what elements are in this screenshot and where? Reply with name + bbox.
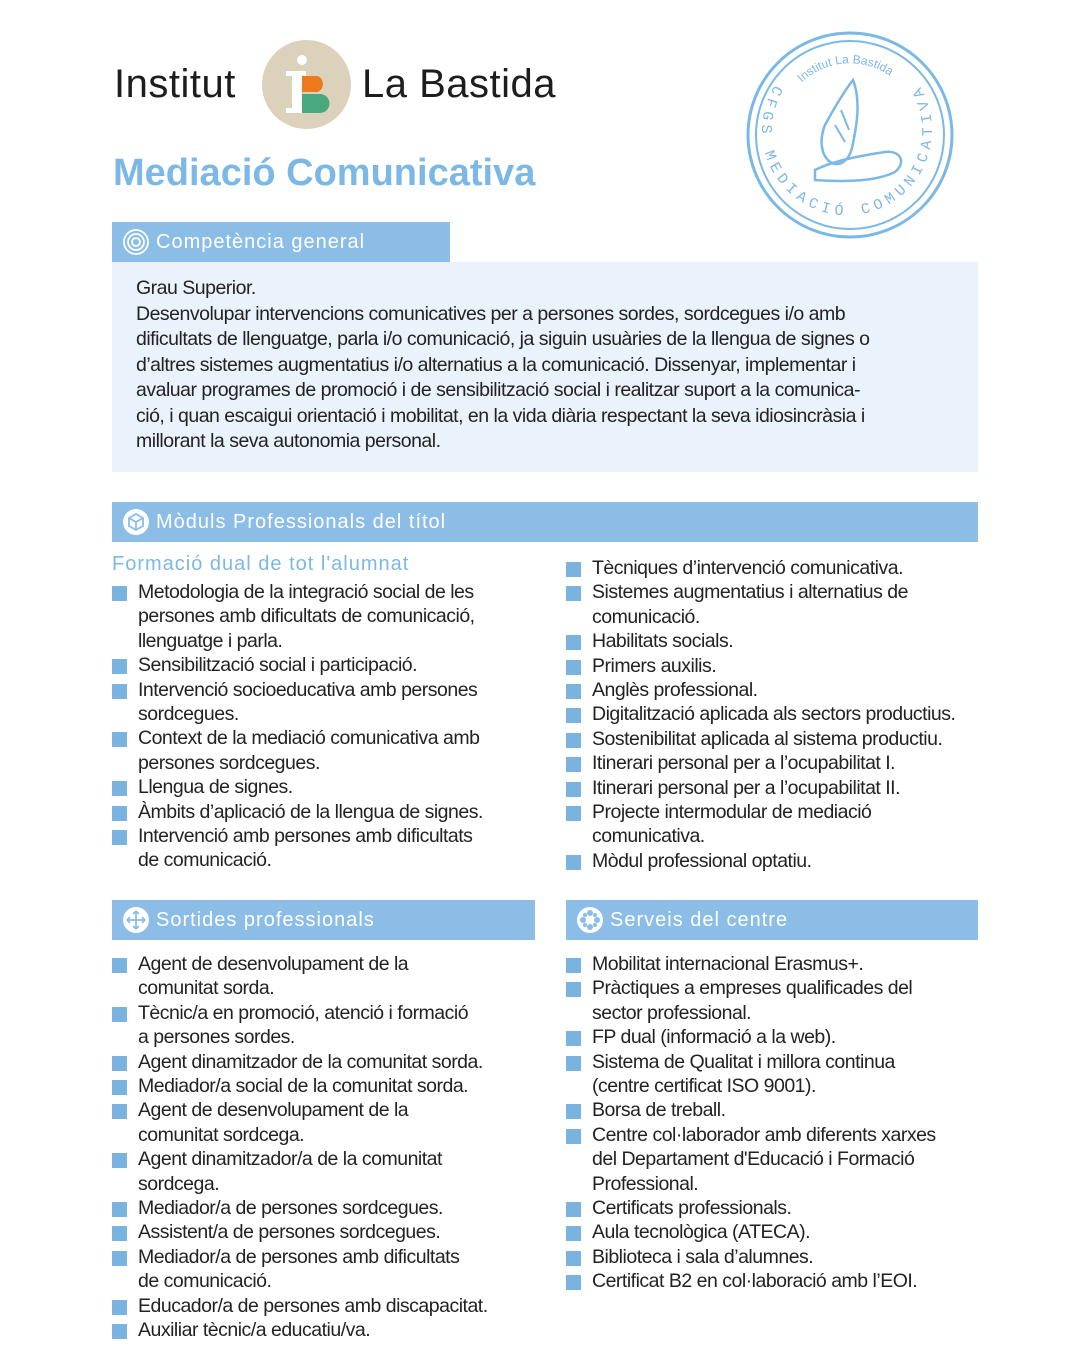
list-item	[566, 1025, 986, 1049]
bullet-square-icon	[112, 781, 127, 796]
bullet-square-icon	[566, 562, 581, 577]
list-item-text: Intervenció socioeducativa amb persones sordcegues.	[138, 678, 478, 726]
list-item-text: Àmbits d’aplicació de la llengua de signes.	[138, 800, 483, 823]
list-item-text: Metodologia de la integració social de les persones amb dificultats de comunicació, llenguatge i parla.	[138, 581, 475, 652]
target-icon	[122, 228, 150, 256]
list-item	[566, 1269, 986, 1293]
list-item	[566, 976, 986, 1025]
list-item-text: Itinerari personal per a l’ocupabilitat II.	[592, 776, 901, 799]
sortides-list	[112, 952, 542, 1343]
bullet-square-icon	[112, 1300, 127, 1315]
list-item	[112, 1245, 542, 1294]
bullet-square-icon	[566, 1202, 581, 1217]
list-item	[566, 678, 986, 702]
list-item-text: Sistemes augmentatius i alternatius de comunicació.	[592, 581, 908, 628]
moduls-heading-text: Mòduls Professionals del títol	[156, 510, 447, 533]
list-item	[566, 629, 986, 653]
list-item	[112, 653, 542, 677]
list-item-text: Sistema de Qualitat i millora continua (centre certificat ISO 9001).	[592, 1050, 895, 1098]
bullet-square-icon	[566, 1226, 581, 1241]
list-item	[566, 1196, 986, 1220]
bullet-square-icon	[112, 659, 127, 674]
bullet-square-icon	[112, 1080, 127, 1095]
list-item	[112, 1001, 542, 1050]
logo-text-labastida: La Bastida	[362, 62, 557, 106]
list-item	[566, 1245, 986, 1269]
page-title: Mediació Comunicativa	[113, 152, 536, 194]
bullet-square-icon	[566, 1129, 581, 1144]
cube-icon	[122, 508, 150, 536]
list-item-text: Agent dinamitzador/a de la comunitat sordcega.	[138, 1148, 442, 1195]
list-item	[112, 1050, 542, 1074]
list-item-text: Mòdul professional optatiu.	[592, 849, 812, 872]
list-item-text: Mediador/a de persones sordcegues.	[138, 1197, 443, 1220]
list-item-text: Sostenibilitat aplicada al sistema productiu.	[592, 727, 943, 750]
list-item-text: Digitalització aplicada als sectors productius.	[592, 703, 956, 726]
bullet-square-icon	[112, 1202, 127, 1217]
list-item-text: Educador/a de persones amb discapacitat.	[138, 1294, 488, 1317]
list-item-text: FP dual (informació a la web).	[592, 1026, 836, 1049]
list-item-text: Intervenció amb persones amb dificultats de comunicació.	[138, 825, 473, 872]
list-item-text: Centre col·laborador amb diferents xarxes del Departament d'Educació i Formació Professional.	[592, 1123, 936, 1195]
bullet-square-icon	[566, 982, 581, 997]
stamp-seal	[745, 30, 955, 240]
serveis-list	[566, 952, 986, 1294]
list-item-text: Primers auxilis.	[592, 654, 717, 677]
list-item	[112, 1220, 542, 1244]
list-item-text: Certificat B2 en col·laboració amb l’EOI.	[592, 1270, 918, 1293]
list-item-text: Agent dinamitzador de la comunitat sorda.	[138, 1050, 483, 1073]
competencia-heading	[112, 222, 450, 262]
bullet-square-icon	[566, 586, 581, 601]
list-item	[566, 751, 986, 775]
list-item	[112, 1196, 542, 1220]
list-item	[112, 1098, 542, 1147]
bullet-square-icon	[566, 806, 581, 821]
competencia-heading-text: Competència general	[156, 230, 366, 253]
serveis-heading-text: Serveis del centre	[610, 908, 789, 931]
list-item-text: Aula tecnològica (ATECA).	[592, 1221, 810, 1244]
list-item	[566, 800, 986, 849]
bullet-square-icon	[566, 684, 581, 699]
list-item-text: Mediador/a de persones amb dificultats de comunicació.	[138, 1245, 460, 1293]
school-logo	[262, 40, 351, 129]
competencia-text: Grau Superior. Desenvolupar intervencions comunicatives per a persones sordes, sordcegues i/o amb dificultats de llenguatge, parla i/o comunicació, ja siguin usuàries de la llengua de signes o d’altres sistemes augmentatius i/o alternatius a la comunicació. Dissenyar, implementar i avaluar programes de promoció i de sensibilització social i realitzar suport a la comunica- ció, i quan escaigui orientació i mobilitat, en la vida diària respectant la seva idiosincràsia i millorant la seva autonomia personal.	[136, 277, 870, 452]
list-item-text: Itinerari personal per a l’ocupabilitat I.	[592, 752, 896, 775]
list-item-text: Auxiliar tècnic/a educatiu/va.	[138, 1319, 371, 1342]
list-item-text: Agent de desenvolupament de la comunitat sorda.	[138, 953, 409, 1000]
list-item-text: Pràctiques a empreses qualificades del sector professional.	[592, 977, 913, 1024]
bullet-square-icon	[566, 1275, 581, 1290]
bullet-square-icon	[112, 830, 127, 845]
bullet-square-icon	[112, 1226, 127, 1241]
moduls-heading	[112, 502, 978, 542]
bullet-square-icon	[112, 1007, 127, 1022]
bullet-square-icon	[566, 1031, 581, 1046]
bullet-square-icon	[112, 586, 127, 601]
arrows-icon	[122, 906, 150, 934]
list-item-text: Assistent/a de persones sordcegues.	[138, 1221, 441, 1244]
sortides-heading-text: Sortides professionals	[156, 908, 375, 931]
list-item	[112, 800, 542, 824]
list-item-text: Biblioteca i sala d’alumnes.	[592, 1245, 814, 1268]
list-item	[566, 1123, 986, 1196]
list-item	[566, 849, 986, 873]
svg-text:CFGS MEDIACIÓ COMUNICATIVA: CFGS MEDIACIÓ COMUNICATIVA	[756, 80, 938, 221]
list-item	[566, 776, 986, 800]
bullet-square-icon	[112, 684, 127, 699]
bullet-square-icon	[112, 806, 127, 821]
sortides-heading	[112, 900, 535, 940]
list-item	[566, 702, 986, 726]
list-item-text: Tècnic/a en promoció, atenció i formació a persones sordes.	[138, 1001, 469, 1049]
bullet-square-icon	[112, 732, 127, 747]
list-item-text: Llengua de signes.	[138, 776, 293, 799]
list-item	[566, 727, 986, 751]
list-item-text: Agent de desenvolupament de la comunitat sordcega.	[138, 1099, 409, 1146]
list-item	[566, 1220, 986, 1244]
list-item-text: Tècniques d’intervenció comunicativa.	[592, 557, 904, 579]
bullet-square-icon	[112, 1324, 127, 1339]
logo-text-institut: Institut	[114, 62, 236, 106]
list-item-text: Mobilitat internacional Erasmus+.	[592, 953, 864, 975]
list-item-text: Certificats professionals.	[592, 1197, 792, 1220]
bullet-square-icon	[112, 1251, 127, 1266]
list-item	[566, 580, 986, 629]
bullet-square-icon	[112, 1153, 127, 1168]
bullet-square-icon	[566, 660, 581, 675]
moduls-right-list	[566, 556, 986, 873]
list-item	[112, 775, 542, 799]
list-item-text: Projecte intermodular de mediació comunicativa.	[592, 801, 872, 848]
list-item	[566, 1098, 986, 1122]
list-item	[112, 824, 542, 873]
bullet-square-icon	[566, 757, 581, 772]
moduls-subheading: Formació dual de tot l'alumnat	[112, 553, 410, 575]
list-item	[112, 1074, 542, 1098]
bullet-square-icon	[112, 958, 127, 973]
bullet-square-icon	[566, 855, 581, 870]
serveis-heading	[566, 900, 978, 940]
list-item	[112, 678, 542, 727]
list-item-text: Borsa de treball.	[592, 1099, 726, 1122]
services-icon	[576, 906, 604, 934]
list-item	[112, 726, 542, 775]
list-item	[566, 556, 986, 580]
bullet-square-icon	[566, 708, 581, 723]
list-item-text: Mediador/a social de la comunitat sorda.	[138, 1075, 469, 1098]
bullet-square-icon	[566, 635, 581, 650]
list-item	[112, 580, 542, 653]
list-item	[112, 1294, 542, 1318]
svg-text:Institut La Bastida: Institut La Bastida	[794, 52, 897, 85]
list-item	[566, 654, 986, 678]
list-item-text: Sensibilització social i participació.	[138, 654, 418, 677]
bullet-square-icon	[566, 1056, 581, 1071]
list-item	[112, 1147, 542, 1196]
bullet-square-icon	[566, 1251, 581, 1266]
bullet-square-icon	[566, 958, 581, 973]
list-item	[112, 1318, 542, 1342]
bullet-square-icon	[112, 1056, 127, 1071]
bullet-square-icon	[112, 1104, 127, 1119]
list-item	[112, 952, 542, 1001]
moduls-left-list	[112, 580, 542, 873]
list-item	[566, 1050, 986, 1099]
bullet-square-icon	[566, 733, 581, 748]
competencia-box	[112, 262, 978, 472]
list-item	[566, 952, 986, 976]
list-item-text: Anglès professional.	[592, 679, 758, 702]
bullet-square-icon	[566, 1104, 581, 1119]
bullet-square-icon	[566, 782, 581, 797]
list-item-text: Habilitats socials.	[592, 630, 734, 653]
list-item-text: Context de la mediació comunicativa amb persones sordcegues.	[138, 727, 480, 774]
